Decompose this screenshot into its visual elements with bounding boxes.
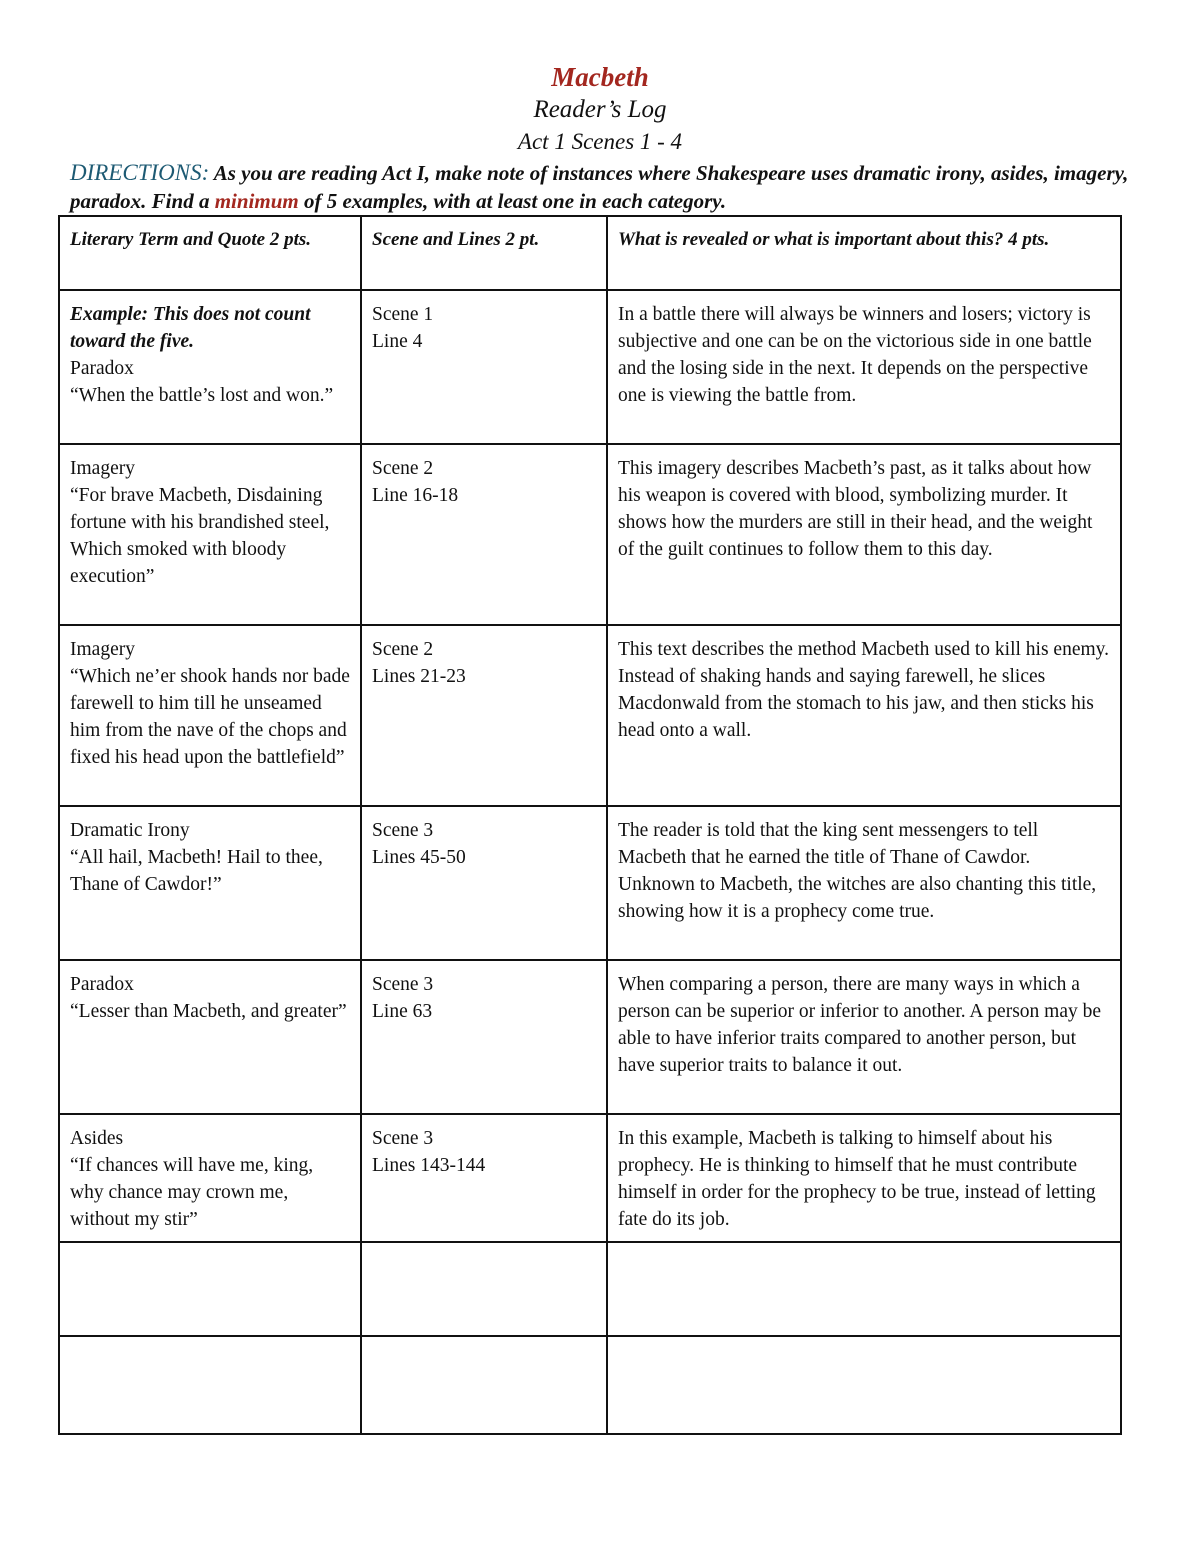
- literary-term: Dramatic Irony: [70, 820, 190, 841]
- literary-term: Asides: [70, 1128, 124, 1149]
- scene-lines-cell: [361, 444, 607, 625]
- scene-lines-cell: [361, 625, 607, 806]
- quote-text: “All hail, Macbeth! Hail to thee, Thane of Cawdor!”: [70, 847, 323, 895]
- table-row: [59, 290, 1121, 444]
- analysis-cell: The reader is told that the king sent messengers to tell Macbeth that he earned the title of Thane of Cawdor. Unknown to Macbeth, the witches are also chanting this title, showing how it is a prophecy come true.: [607, 806, 1121, 960]
- analysis-cell: In a battle there will always be winners and losers; victory is subjective and one can be on the victorious side in one battle and the losing side in the next. It depends on the perspective one is viewing the battle from.: [607, 290, 1121, 444]
- table-row: [59, 1114, 1121, 1242]
- document-subtitle: Reader’s Log: [533, 96, 667, 123]
- table-row: [59, 960, 1121, 1114]
- directions-paragraph: [70, 159, 1140, 215]
- empty-table-row: [59, 1336, 1121, 1434]
- directions-emphasis: minimum: [214, 189, 299, 213]
- analysis-cell: When comparing a person, there are many ways in which a person can be superior or inferior to another. A person may be able to have inferior traits compared to another person, but have superior traits to balance it out.: [607, 960, 1121, 1114]
- term-quote-cell: [59, 290, 361, 444]
- quote-text: “When the battle’s lost and won.”: [70, 385, 334, 406]
- scene-number: Scene 2: [372, 458, 434, 479]
- literary-term: Imagery: [70, 458, 135, 479]
- header-term-quote: Literary Term and Quote 2 pts.: [59, 216, 361, 290]
- directions-text-start: As you are reading Act I, make note of instances where Shakespeare uses dramatic irony, asides, imagery, paradox. Find a: [70, 161, 1129, 213]
- empty-scene-lines-cell[interactable]: [361, 1336, 607, 1434]
- scene-lines-cell: [361, 960, 607, 1114]
- analysis-cell: In this example, Macbeth is talking to himself about his prophecy. He is thinking to himself that he must contribute himself in order for the prophecy to be true, instead of letting fate do its job.: [607, 1114, 1121, 1242]
- analysis-cell: This text describes the method Macbeth used to kill his enemy. Instead of shaking hands and saying farewell, he slices Macdonwald from the stomach to his jaw, and then sticks his head onto a wall.: [607, 625, 1121, 806]
- scene-number: Scene 3: [372, 820, 434, 841]
- analysis-cell: This imagery describes Macbeth’s past, as it talks about how his weapon is covered with blood, symbolizing murder. It shows how the murders are still in their head, and the weight of the guilt continues to follow them to this day.: [607, 444, 1121, 625]
- readers-log-table: [58, 215, 1122, 1435]
- empty-table-row: [59, 1242, 1121, 1336]
- term-quote-cell: [59, 1114, 361, 1242]
- header-analysis: What is revealed or what is important about this? 4 pts.: [607, 216, 1121, 290]
- quote-text: “Which ne’er shook hands nor bade farewell to him till he unseamed him from the nave of the chops and fixed his head upon the battlefield”: [70, 666, 350, 768]
- directions-text-end: of 5 examples, with at least one in each category.: [298, 189, 727, 213]
- empty-analysis-cell[interactable]: [607, 1242, 1121, 1336]
- table-row: [59, 806, 1121, 960]
- example-note: Example: This does not count toward the five.: [70, 304, 311, 352]
- act-scenes-heading: Act 1 Scenes 1 - 4: [517, 129, 683, 154]
- line-numbers: Lines 21-23: [372, 666, 466, 687]
- scene-lines-cell: [361, 290, 607, 444]
- scene-number: Scene 2: [372, 639, 434, 660]
- quote-text: “For brave Macbeth, Disdaining fortune with his brandished steel, Which smoked with bloody execution”: [70, 485, 330, 587]
- term-quote-cell: [59, 806, 361, 960]
- scene-number: Scene 3: [372, 1128, 434, 1149]
- empty-analysis-cell[interactable]: [607, 1336, 1121, 1434]
- scene-lines-cell: [361, 1114, 607, 1242]
- term-quote-cell: [59, 444, 361, 625]
- empty-scene-lines-cell[interactable]: [361, 1242, 607, 1336]
- line-numbers: Line 4: [372, 331, 423, 352]
- empty-term-quote-cell[interactable]: [59, 1242, 361, 1336]
- empty-term-quote-cell[interactable]: [59, 1336, 361, 1434]
- quote-text: “If chances will have me, king, why chance may crown me, without my stir”: [70, 1155, 314, 1230]
- line-numbers: Line 63: [372, 1001, 433, 1022]
- scene-number: Scene 3: [372, 974, 434, 995]
- term-quote-cell: [59, 960, 361, 1114]
- document-title: Macbeth: [551, 62, 649, 92]
- line-numbers: Lines 143-144: [372, 1155, 486, 1176]
- line-numbers: Lines 45-50: [372, 847, 466, 868]
- directions-label: DIRECTIONS:: [70, 160, 210, 185]
- term-quote-cell: [59, 625, 361, 806]
- scene-number: Scene 1: [372, 304, 434, 325]
- table-header-row: [59, 216, 1121, 290]
- table-row: [59, 625, 1121, 806]
- literary-term: Paradox: [70, 974, 134, 995]
- table-row: [59, 444, 1121, 625]
- line-numbers: Line 16-18: [372, 485, 459, 506]
- quote-text: “Lesser than Macbeth, and greater”: [70, 1001, 347, 1022]
- literary-term: Imagery: [70, 639, 135, 660]
- literary-term: Paradox: [70, 358, 134, 379]
- header-scene-lines: Scene and Lines 2 pt.: [361, 216, 607, 290]
- scene-lines-cell: [361, 806, 607, 960]
